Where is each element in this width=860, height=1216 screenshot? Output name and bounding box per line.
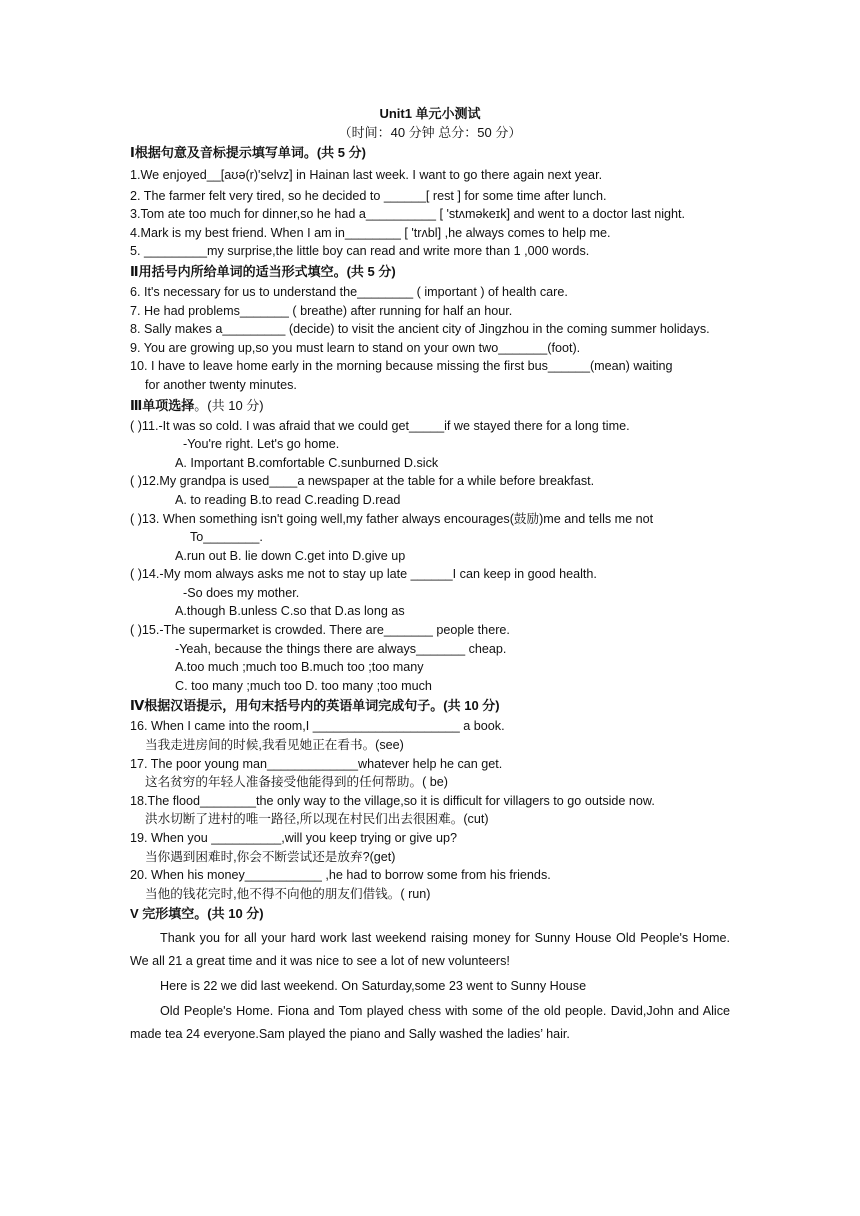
cloze-paragraph-1: Thank you for all your hard work last weekend raising money for Sunny House Old People's Home. We all 21 a great time and it was nice to see a lot of new volunteers!	[130, 931, 730, 969]
s4-item-19-en: 19. When you __________,will you keep trying or give up?	[130, 831, 457, 845]
s4-item-17-zh: 这名贫穷的年轻人准备接受他能得到的任何帮助。( be)	[145, 775, 448, 790]
mcq-12-stem: ( )12.My grandpa is used____a newspaper at the table for a while before breakfast.	[130, 474, 595, 489]
s1-item-1: 1.We enjoyed__[aʊə(r)'selvz] in Hainan last week. I want to go there again next year.	[130, 168, 603, 182]
s4-item-20-zh: 当他的钱花完时,他不得不向他的朋友们借钱。( run)	[145, 886, 431, 901]
mcq-14-options: A.though B.unless C.so that D.as long as	[175, 604, 405, 619]
section3-heading	[130, 395, 730, 417]
s4-item-17-en: 17. The poor young man_____________whatever help he can get.	[130, 756, 503, 771]
mcq-15-options: A.too much ;much too B.much too ;too many	[175, 660, 424, 675]
mcq-15-options2: C. too many ;much too D. too many ;too much	[175, 678, 432, 693]
mcq-11-cont: -You're right. Let's go home.	[183, 437, 340, 452]
mcq-12-options: A. to reading B.to read C.reading D.read	[175, 492, 401, 507]
section1-heading: Ⅰ根据句意及音标提示填写单词。(共 5 分)	[130, 145, 366, 160]
mcq-15-cont: -Yeah, because the things there are always_______ cheap.	[175, 641, 507, 656]
s1-item-5: 5. _________my surprise,the little boy can read and write more than 1 ,000 words.	[130, 244, 590, 259]
page-subtitle: （时间：40 分钟 总分：50 分）	[338, 125, 522, 140]
s1-item-4: 4.Mark is my best friend. When I am in________ [ 'trʌbl] ,he always comes to help me.	[130, 225, 611, 240]
section3-heading-main: Ⅲ单项选择	[130, 397, 195, 413]
s2-item-8: 8. Sally makes a_________ (decide) to visit the ancient city of Jingzhou in the coming summer holidays.	[130, 322, 710, 337]
mcq-13-options: A.run out B. lie down C.get into D.give up	[175, 548, 406, 563]
cloze-paragraph-2: Here is 22 we did last weekend. On Saturday,some 23 went to Sunny House	[160, 979, 587, 994]
s2-item-6: 6. It's necessary for us to understand the________ ( important ) of health care.	[130, 284, 568, 299]
worksheet	[130, 104, 730, 1046]
s4-item-20-en: 20. When his money___________ ,he had to borrow some from his friends.	[130, 868, 551, 883]
s1-item-3: 3.Tom ate too much for dinner,so he had a__________ [ 'stʌməkeɪk] and went to a doctor last night.	[130, 207, 686, 222]
mcq-14-cont: -So does my mother.	[183, 585, 300, 600]
mcq-11-options: A. Important B.comfortable C.sunburned D.sick	[175, 455, 439, 470]
mcq-15-stem: ( )15.-The supermarket is crowded. There are_______ people there.	[130, 623, 510, 638]
s4-item-19-zh: 当你遇到困难时,你会不断尝试还是放弃?(get)	[145, 849, 396, 864]
s4-item-16-zh: 当我走进房间的时候,我看见她正在看书。(see)	[145, 738, 404, 753]
s4-item-18-zh: 洪水切断了进村的唯一路径,所以现在村民们出去很困难。(cut)	[145, 812, 489, 827]
s2-item-10: 10. I have to leave home early in the morning because missing the first bus______(mean) waiting	[130, 359, 673, 374]
s2-item-7: 7. He had problems_______ ( breathe) after running for half an hour.	[130, 303, 513, 318]
s4-item-18-en: 18.The flood________the only way to the village,so it is difficult for villagers to go outside now.	[130, 793, 655, 808]
mcq-13-stem: ( )13. When something isn't going well,my father always encourages(鼓励)me and tells me not	[130, 511, 654, 526]
cloze-paragraph-3: Old People's Home. Fiona and Tom played chess with some of the old people. David,John and Alice made tea 24 everyone.Sam played the piano and Sally washed the ladies’ hair.	[130, 1004, 730, 1042]
section5-heading: V 完形填空。(共 10 分)	[130, 906, 264, 922]
s2-item-10-cont: for another twenty minutes.	[145, 377, 297, 392]
mcq-13-cont: To________.	[190, 530, 263, 545]
s2-item-9: 9. You are growing up,so you must learn to stand on your own two_______(foot).	[130, 340, 581, 355]
mcq-14-stem: ( )14.-My mom always asks me not to stay up late ______I can keep in good health.	[130, 567, 597, 582]
section3-heading-score: 。(共 10 分)	[194, 397, 264, 413]
page-title: Unit1 单元小测试	[379, 106, 481, 121]
s1-item-2: 2. The farmer felt very tired, so he decided to ______[ rest ] for some time after lunch.	[130, 188, 607, 203]
mcq-11-stem: ( )11.-It was so cold. I was afraid that we could get_____if we stayed there for a long time.	[130, 418, 630, 433]
section2-heading: Ⅱ用括号内所给单词的适当形式填空。(共 5 分)	[130, 263, 396, 279]
section4-heading: Ⅳ根据汉语提示，用句末括号内的英语单词完成句子。(共 10 分)	[130, 698, 500, 714]
s4-item-16-en: 16. When I came into the room,I _____________________ a book.	[130, 719, 505, 734]
